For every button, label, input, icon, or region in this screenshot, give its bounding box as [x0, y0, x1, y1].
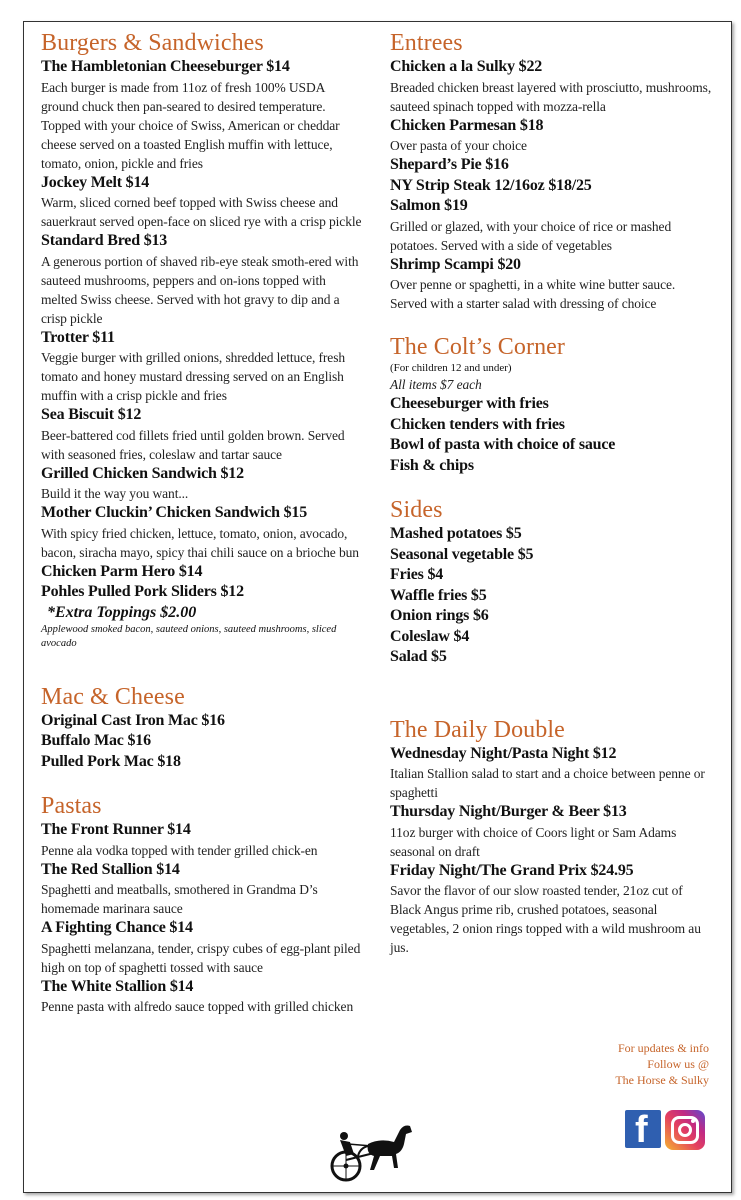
section-title-sides: Sides — [390, 497, 443, 523]
menu-item-jockey-melt — [41, 173, 363, 232]
menu-item-bowl-pasta: Bowl of pasta with choice of sauce — [390, 436, 616, 453]
item-desc: Build it the way you want... — [41, 486, 189, 501]
item-desc: Penne ala vodka topped with tender grilled chick-en — [41, 842, 318, 858]
extra-toppings-label: *Extra Toppings $2.00 — [47, 603, 197, 621]
menu-item-wednesday — [390, 744, 712, 803]
menu-item-fries: Fries $4 — [390, 566, 444, 583]
menu-item-pulled-pork-sliders — [41, 582, 363, 603]
horse-sulky-icon — [324, 1120, 416, 1182]
item-desc: Over penne or spaghetti, in a white wine butter sauce. Served with a starter salad with dressing of choice — [390, 277, 676, 311]
menu-item-friday — [390, 861, 712, 958]
item-name: The Hambletonian Cheeseburger $14 — [41, 58, 290, 75]
section-pastas — [41, 792, 363, 1016]
menu-item-chicken-sulky — [390, 57, 712, 116]
item-desc: Each burger is made from 11oz of fresh 100% USDA ground chuck then pan-seared to desired temperature. Topped with your choice of Swiss, American or cheddar cheese served on a toasted English muffin with lettuce, tomato, onion, pickle and fries — [41, 79, 340, 171]
item-name: Grilled Chicken Sandwich $12 — [41, 464, 244, 482]
menu-item-coleslaw: Coleslaw $4 — [390, 627, 470, 645]
item-desc: Grilled or glazed, with your choice of rice or mashed potatoes. Served with a side of vegetables — [390, 218, 672, 253]
item-desc: Spaghetti melanzana, tender, crispy cubes of egg-plant piled high on top of spaghetti tossed with sauce — [41, 940, 361, 975]
menu-item-seasonal-vegetable: Seasonal vegetable $5 — [390, 545, 534, 563]
facebook-icon[interactable]: f — [625, 1110, 661, 1148]
section-daily-double — [390, 716, 712, 958]
menu-item-shrimp-scampi — [390, 255, 712, 314]
menu-item-shepards-pie — [390, 155, 712, 176]
item-desc: Veggie burger with grilled onions, shredded lettuce, fresh tomato and honey mustard dressing served on an English muffin with a crisp pickle and fries — [41, 350, 345, 403]
item-desc: Warm, sliced corned beef topped with Swiss cheese and sauerkraut served open-face on sliced rye with a crisp pickle — [41, 195, 362, 229]
item-name: Shrimp Scampi $20 — [390, 255, 521, 273]
section-mac-cheese — [41, 683, 363, 773]
menu-item-fish-chips: Fish & chips — [390, 456, 474, 474]
section-title-colts: The Colt’s Corner — [390, 334, 566, 360]
item-desc: 11oz burger with choice of Coors light or Sam Adams seasonal on draft — [390, 824, 677, 859]
item-name: Sea Biscuit $12 — [41, 406, 142, 423]
section-title-daily: The Daily Double — [390, 716, 565, 743]
item-name: Salmon $19 — [390, 197, 468, 214]
spacer — [390, 476, 712, 496]
left-column — [41, 29, 363, 1016]
menu-item-thursday — [390, 802, 712, 861]
item-name: Pohles Pulled Pork Sliders $12 — [41, 583, 244, 600]
section-title-burgers: Burgers & Sandwiches — [41, 30, 264, 56]
menu-item-waffle-fries: Waffle fries $5 — [390, 586, 487, 604]
instagram-icon[interactable] — [665, 1110, 705, 1150]
menu-item-pulled-pork-mac: Pulled Pork Mac $18 — [41, 752, 181, 770]
menu-item-mother-cluckin — [41, 503, 363, 562]
item-desc: A generous portion of shaved rib-eye steak smoth-ered with sauteed mushrooms, peppers and on-ions topped with melted Swiss cheese. Served with hot gravy to dip and a crisp pickle — [41, 253, 359, 326]
menu-item-fighting-chance — [41, 918, 363, 977]
menu-item-grilled-chicken — [41, 464, 363, 504]
item-name: Chicken Parmesan $18 — [390, 116, 544, 134]
menu-item-ny-strip — [390, 176, 712, 197]
item-desc: Penne pasta with alfredo sauce topped with grilled chicken — [41, 999, 354, 1014]
item-name: Trotter $11 — [41, 328, 115, 346]
menu-item-hambletonian — [41, 57, 363, 173]
menu-item-cheeseburger-fries: Cheeseburger with fries — [390, 395, 549, 412]
item-name: Shepard’s Pie $16 — [390, 156, 509, 173]
menu-item-salad: Salad $5 — [390, 648, 447, 665]
item-desc: Over pasta of your choice — [390, 138, 527, 153]
extra-toppings-desc: Applewood smoked bacon, sauteed onions, sauteed mushrooms, sliced avocado — [41, 623, 337, 649]
footer-line-2: Follow us @ — [647, 1057, 709, 1071]
menu-item-standard-bred — [41, 231, 363, 328]
menu-item-cast-iron-mac: Original Cast Iron Mac $16 — [41, 711, 225, 729]
menu-item-white-stallion — [41, 977, 363, 1017]
menu-item-chicken-parmesan — [390, 116, 712, 156]
menu-page — [23, 21, 732, 1193]
item-name: The White Stallion $14 — [41, 977, 194, 995]
section-entrees — [390, 29, 712, 313]
section-title-entrees: Entrees — [390, 30, 463, 56]
item-name: NY Strip Steak 12/16oz $18/25 — [390, 176, 592, 194]
menu-item-sea-biscuit — [41, 405, 363, 464]
menu-item-trotter — [41, 328, 363, 406]
menu-item-front-runner — [41, 820, 363, 860]
colts-subtitle: All items $7 each — [390, 377, 482, 392]
menu-item-onion-rings: Onion rings $6 — [390, 607, 489, 624]
menu-item-salmon — [390, 196, 712, 255]
menu-item-buffalo-mac: Buffalo Mac $16 — [41, 732, 151, 749]
item-desc: With spicy fried chicken, lettuce, tomato, onion, avocado, bacon, siracha mayo, spicy thai chili sauce on a brioche bun — [41, 525, 359, 560]
item-name: Jockey Melt $14 — [41, 173, 150, 191]
item-name: Wednesday Night/Pasta Night $12 — [390, 744, 617, 762]
section-title-pastas: Pastas — [41, 793, 102, 819]
footer-line-1: For updates & info — [618, 1041, 709, 1055]
footer-line-3: The Horse & Sulky — [615, 1073, 709, 1087]
item-desc: Beer-battered cod fillets fried until golden brown. Served with seasoned fries, coleslaw and tartar sauce — [41, 427, 345, 462]
spacer — [390, 668, 712, 716]
section-sides — [390, 496, 712, 668]
spacer — [41, 772, 363, 792]
colts-note: (For children 12 and under) — [390, 362, 512, 374]
footer-social-info — [509, 1040, 709, 1088]
item-name: A Fighting Chance $14 — [41, 919, 193, 936]
item-name: The Red Stallion $14 — [41, 860, 180, 878]
item-name: Friday Night/The Grand Prix $24.95 — [390, 861, 634, 879]
menu-item-chicken-tenders: Chicken tenders with fries — [390, 415, 565, 433]
menu-item-red-stallion — [41, 860, 363, 919]
menu-item-mashed-potatoes: Mashed potatoes $5 — [390, 525, 522, 542]
item-name: The Front Runner $14 — [41, 821, 191, 838]
spacer — [41, 651, 363, 683]
social-icons — [625, 1110, 705, 1150]
item-desc: Italian Stallion salad to start and a choice between penne or spaghetti — [390, 766, 705, 800]
item-desc: Savor the flavor of our slow roasted tender, 21oz cut of Black Angus prime rib, crushed potatoes, seasonal vegetables, 2 onion rings topped with a wild mushroom au jus. — [390, 883, 701, 955]
section-title-mac: Mac & Cheese — [41, 683, 185, 710]
menu-item-chicken-parm-hero — [41, 562, 363, 583]
item-name: Thursday Night/Burger & Beer $13 — [390, 803, 627, 820]
item-desc: Spaghetti and meatballs, smothered in Grandma D’s homemade marinara sauce — [41, 882, 318, 916]
section-burgers — [41, 29, 363, 651]
item-name: Chicken Parm Hero $14 — [41, 562, 203, 580]
item-desc: Breaded chicken breast layered with prosciutto, mushrooms, sauteed spinach topped with mozza-rella — [390, 79, 712, 114]
section-colts-corner — [390, 333, 712, 476]
spacer — [390, 313, 712, 333]
item-name: Chicken a la Sulky $22 — [390, 58, 543, 75]
item-name: Mother Cluckin’ Chicken Sandwich $15 — [41, 504, 308, 521]
item-name: Standard Bred $13 — [41, 232, 168, 249]
right-column — [390, 29, 712, 957]
